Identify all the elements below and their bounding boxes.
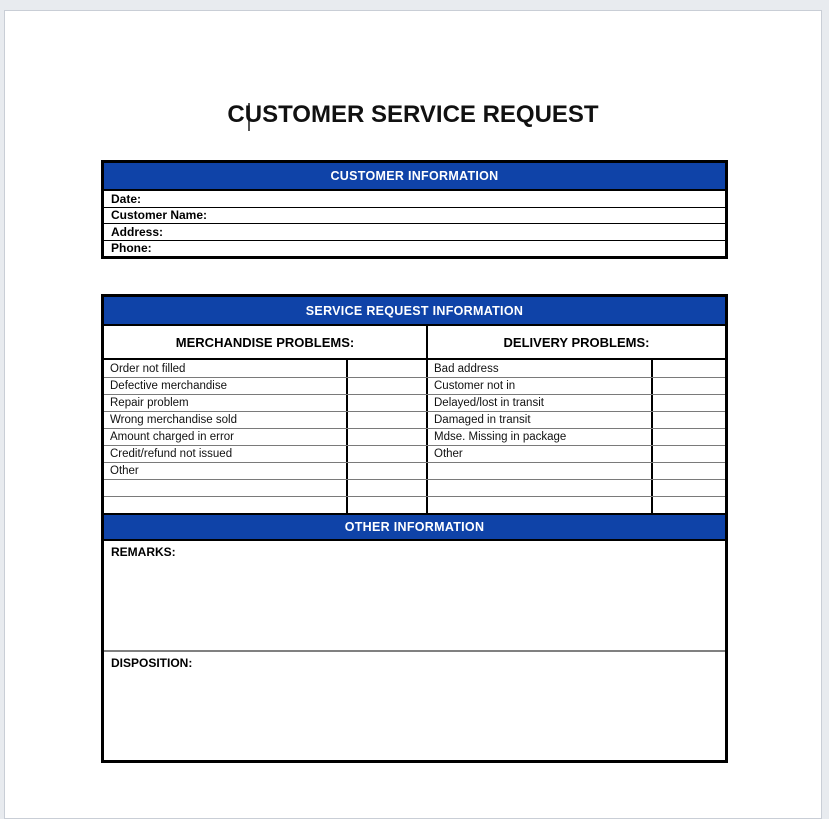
customer-information-table	[101, 160, 728, 259]
delivery-check-cell[interactable]	[653, 463, 725, 479]
merch-item-label	[104, 480, 348, 496]
delivery-item-label	[428, 480, 653, 496]
checklist-row	[104, 445, 725, 462]
date-label: Date:	[111, 191, 142, 206]
merch-item-label	[104, 497, 348, 513]
merch-check-cell[interactable]	[348, 378, 428, 394]
checklist-row	[104, 462, 725, 479]
merch-check-cell[interactable]	[348, 360, 428, 377]
address-field-row[interactable]	[104, 223, 725, 240]
service-request-header: SERVICE REQUEST INFORMATION	[104, 297, 725, 326]
delivery-check-cell[interactable]	[653, 360, 725, 377]
delivery-item-label: Customer not in	[428, 378, 653, 394]
delivery-check-cell[interactable]	[653, 446, 725, 462]
phone-label: Phone:	[111, 241, 152, 256]
checklist-row	[104, 377, 725, 394]
customer-name-field-row[interactable]	[104, 207, 725, 224]
address-label: Address:	[111, 224, 164, 239]
remarks-label: REMARKS:	[111, 545, 176, 559]
merchandise-problems-header: MERCHANDISE PROBLEMS:	[104, 326, 428, 358]
checklist-row	[104, 360, 725, 377]
delivery-check-cell[interactable]	[653, 378, 725, 394]
merch-check-cell[interactable]	[348, 463, 428, 479]
delivery-check-cell[interactable]	[653, 395, 725, 411]
customer-information-header: CUSTOMER INFORMATION	[104, 163, 725, 191]
merch-check-cell[interactable]	[348, 480, 428, 496]
merch-check-cell[interactable]	[348, 446, 428, 462]
document-page[interactable]	[4, 10, 822, 819]
merch-check-cell[interactable]	[348, 412, 428, 428]
delivery-item-label: Delayed/lost in transit	[428, 395, 653, 411]
disposition-field[interactable]	[104, 652, 725, 760]
checklist-row	[104, 479, 725, 496]
merch-check-cell[interactable]	[348, 497, 428, 513]
delivery-item-label: Damaged in transit	[428, 412, 653, 428]
disposition-label: DISPOSITION:	[111, 656, 193, 670]
delivery-item-label	[428, 463, 653, 479]
delivery-item-label: Bad address	[428, 360, 653, 377]
merch-item-label: Order not filled	[104, 360, 348, 377]
merch-item-label: Other	[104, 463, 348, 479]
delivery-item-label	[428, 497, 653, 513]
problems-checklist	[104, 360, 725, 513]
checklist-row	[104, 411, 725, 428]
merch-item-label: Amount charged in error	[104, 429, 348, 445]
merch-item-label: Defective merchandise	[104, 378, 348, 394]
delivery-check-cell[interactable]	[653, 480, 725, 496]
title-row	[5, 101, 821, 129]
merch-item-label: Repair problem	[104, 395, 348, 411]
date-field-row[interactable]	[104, 191, 725, 207]
problem-column-headers	[104, 326, 725, 360]
delivery-check-cell[interactable]	[653, 497, 725, 513]
customer-information-rows	[104, 191, 725, 256]
phone-field-row[interactable]	[104, 240, 725, 257]
merch-item-label: Credit/refund not issued	[104, 446, 348, 462]
other-information-header: OTHER INFORMATION	[104, 513, 725, 541]
checklist-row	[104, 428, 725, 445]
delivery-check-cell[interactable]	[653, 429, 725, 445]
merch-check-cell[interactable]	[348, 429, 428, 445]
page-title: CUSTOMER SERVICE REQUEST	[227, 101, 599, 128]
checklist-row	[104, 394, 725, 411]
service-request-table	[101, 294, 728, 763]
delivery-check-cell[interactable]	[653, 412, 725, 428]
customer-name-label: Customer Name:	[111, 208, 208, 223]
merch-item-label: Wrong merchandise sold	[104, 412, 348, 428]
merch-check-cell[interactable]	[348, 395, 428, 411]
checklist-row	[104, 496, 725, 513]
delivery-item-label: Other	[428, 446, 653, 462]
remarks-field[interactable]	[104, 541, 725, 652]
delivery-problems-header: DELIVERY PROBLEMS:	[503, 334, 650, 350]
delivery-item-label: Mdse. Missing in package	[428, 429, 653, 445]
